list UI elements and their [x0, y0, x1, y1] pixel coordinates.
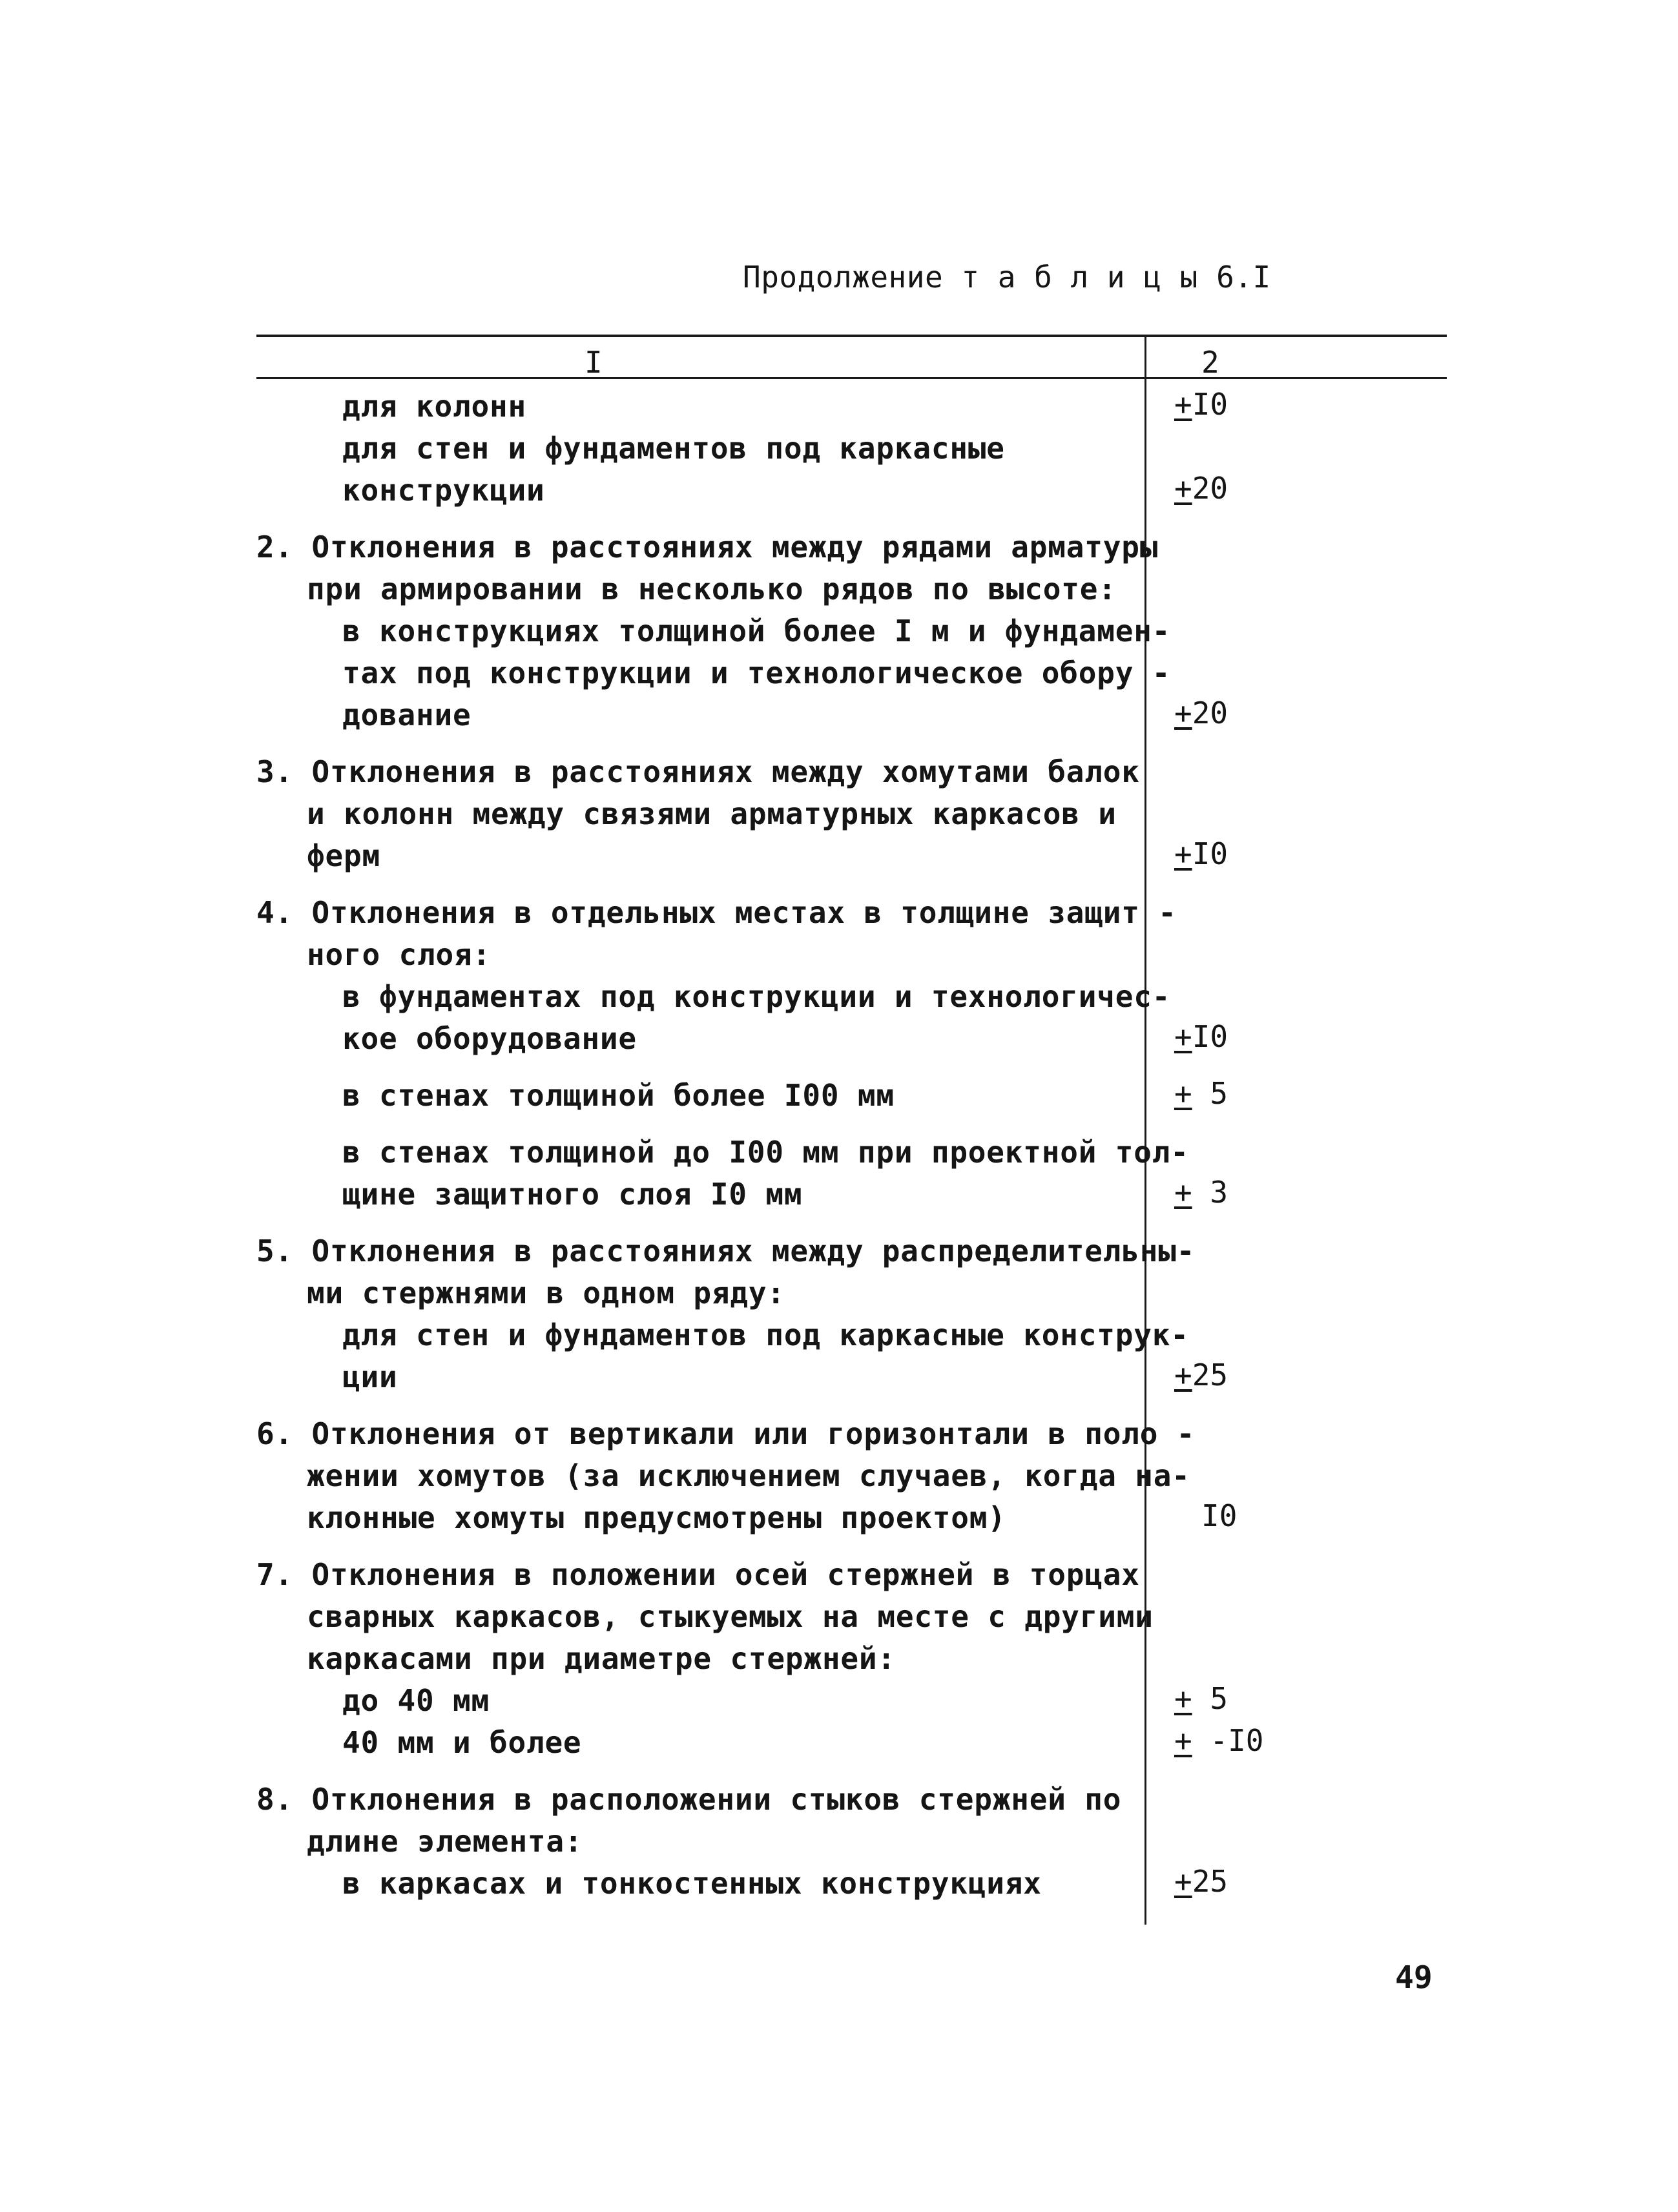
- table-row-text: при армировании в несколько рядов по высоте:: [307, 572, 1117, 606]
- table-row-text: в каркасах и тонкостенных конструкциях: [342, 1866, 1042, 1901]
- table-row-text: щине защитного слоя I0 мм: [342, 1177, 803, 1212]
- table-row-text: для стен и фундаментов под каркасные: [342, 431, 1005, 466]
- tolerance-value: +25: [1174, 1358, 1228, 1392]
- page-number: 49: [1395, 1959, 1433, 1996]
- table-caption: [743, 260, 1271, 295]
- table-row-text: клонные хомуты предусмотрены проектом): [307, 1500, 1006, 1535]
- table-row-text: дование: [342, 698, 471, 732]
- tolerance-value: +25: [1174, 1864, 1228, 1899]
- tolerance-value: + 5: [1174, 1076, 1228, 1111]
- tolerance-value: +20: [1174, 471, 1228, 506]
- table-row-text: ферм: [307, 838, 380, 873]
- table-row-text: 8. Отклонения в расположении стыков стержней по: [256, 1782, 1122, 1817]
- table-row-text: тах под конструкции и технологическое обору -: [342, 656, 1171, 690]
- tolerance-value: +I0: [1174, 387, 1228, 422]
- caption-number: 6.I: [1197, 260, 1271, 295]
- tolerance-value: + 5: [1174, 1681, 1228, 1716]
- plus-minus-sign: +: [1174, 836, 1192, 871]
- tolerance-value: +I0: [1174, 836, 1228, 871]
- column-header-2: 2: [1201, 345, 1219, 380]
- tolerance-value: I0: [1201, 1498, 1238, 1533]
- table-row-text: жении хомутов (за исключением случаев, когда на-: [307, 1458, 1190, 1493]
- table-row-text: и колонн между связями арматурных каркасов и: [307, 796, 1117, 831]
- caption-word: т а б л и ц ы: [961, 260, 1198, 295]
- table-row-text: 2. Отклонения в расстояниях между рядами арматуры: [256, 530, 1159, 564]
- table-top-rule: [256, 335, 1447, 337]
- column-header-1: I: [585, 345, 603, 380]
- table-row-text: ного слоя:: [307, 937, 491, 972]
- table-row-text: 6. Отклонения от вертикали или горизонтали в поло -: [256, 1416, 1196, 1451]
- table-row-text: 5. Отклонения в расстояниях между распределительны-: [256, 1234, 1196, 1268]
- tolerance-value: + -I0: [1174, 1723, 1264, 1758]
- tolerance-value: +20: [1174, 696, 1228, 730]
- caption-prefix: Продолжение: [743, 260, 962, 295]
- table-row-text: в конструкциях толщиной более I м и фундамен-: [342, 614, 1171, 648]
- table-row-text: 4. Отклонения в отдельных местах в толщине защит -: [256, 895, 1177, 930]
- plus-minus-sign: +: [1174, 387, 1192, 422]
- table-row-text: кое оборудование: [342, 1021, 637, 1056]
- plus-minus-sign: +: [1174, 1175, 1192, 1210]
- tolerance-value: + 3: [1174, 1175, 1228, 1210]
- plus-minus-sign: +: [1174, 1019, 1192, 1054]
- header-bottom-rule: [256, 377, 1447, 379]
- plus-minus-sign: +: [1174, 1358, 1192, 1392]
- table-row-text: ции: [342, 1359, 398, 1394]
- table-row-text: ми стержнями в одном ряду:: [307, 1276, 785, 1310]
- table-row-text: 7. Отклонения в положении осей стержней в торцах: [256, 1557, 1140, 1592]
- table-row-text: в стенах толщиной более I00 мм: [342, 1078, 895, 1113]
- table-row-text: до 40 мм: [342, 1683, 490, 1718]
- column-divider: [1145, 336, 1146, 1925]
- plus-minus-sign: +: [1174, 1864, 1192, 1899]
- table-row-text: для колонн: [342, 389, 526, 424]
- table-row-text: каркасами при диаметре стержней:: [307, 1641, 896, 1676]
- table-row-text: сварных каркасов, стыкуемых на месте с другими: [307, 1599, 1154, 1634]
- plus-minus-sign: +: [1174, 1723, 1192, 1758]
- table-row-text: 40 мм и более: [342, 1725, 582, 1760]
- table-row-text: 3. Отклонения в расстояниях между хомутами балок: [256, 754, 1140, 789]
- table-row-text: в фундаментах под конструкции и технологичес-: [342, 979, 1171, 1014]
- table-row-text: в стенах толщиной до I00 мм при проектной тол-: [342, 1135, 1189, 1170]
- table-row-text: конструкции: [342, 473, 545, 508]
- tolerance-value: +I0: [1174, 1019, 1228, 1054]
- table-row-text: длине элемента:: [307, 1824, 583, 1859]
- plus-minus-sign: +: [1174, 696, 1192, 730]
- table-row-text: для стен и фундаментов под каркасные конструк-: [342, 1318, 1189, 1352]
- plus-minus-sign: +: [1174, 1681, 1192, 1716]
- plus-minus-sign: +: [1174, 1076, 1192, 1111]
- plus-minus-sign: +: [1174, 471, 1192, 506]
